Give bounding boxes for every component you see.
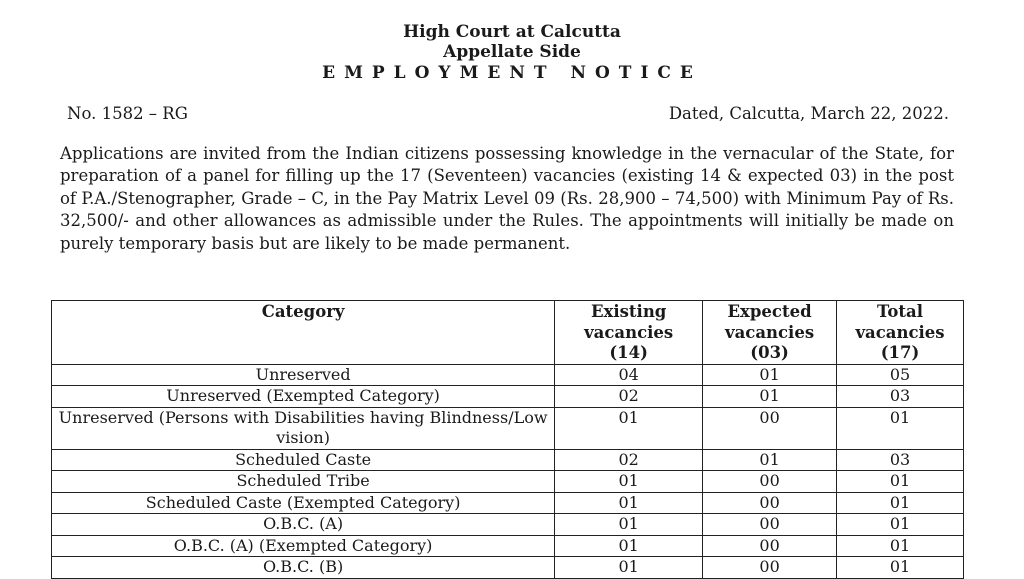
row-total: 01 <box>837 492 964 514</box>
header-total <box>837 301 964 365</box>
row-category: Scheduled Tribe <box>52 471 555 493</box>
row-existing: 01 <box>555 492 703 514</box>
row-total: 01 <box>837 407 964 449</box>
table-row <box>52 535 964 557</box>
row-total: 03 <box>837 449 964 471</box>
header-total-line3: (17) <box>880 343 920 362</box>
table-row <box>52 492 964 514</box>
row-category: Unreserved <box>52 364 555 386</box>
header-expected-line3: (03) <box>750 343 789 362</box>
row-expected: 01 <box>703 364 837 386</box>
row-total: 03 <box>837 386 964 408</box>
row-expected: 00 <box>703 557 837 579</box>
row-category: Scheduled Caste (Exempted Category) <box>52 492 555 514</box>
header-expected-line2: vacancies <box>725 322 815 342</box>
court-name: High Court at Calcutta <box>403 22 621 42</box>
table-row <box>52 449 964 471</box>
table-row <box>52 386 964 408</box>
row-existing: 02 <box>555 386 703 408</box>
header-category: Category <box>52 301 555 365</box>
row-category: O.B.C. (B) <box>52 557 555 579</box>
row-existing: 02 <box>555 449 703 471</box>
row-existing: 01 <box>555 407 703 449</box>
row-existing: 01 <box>555 557 703 579</box>
row-expected: 01 <box>703 449 837 471</box>
notice-header <box>0 22 1024 84</box>
row-expected: 00 <box>703 514 837 536</box>
notice-date: Dated, Calcutta, March 22, 2022. <box>668 104 949 123</box>
row-expected: 00 <box>703 471 837 493</box>
row-existing: 01 <box>555 514 703 536</box>
header-total-line2: vacancies <box>855 322 945 342</box>
table-row <box>52 471 964 493</box>
row-existing: 01 <box>555 535 703 557</box>
table-row <box>52 514 964 536</box>
row-category: O.B.C. (A) (Exempted Category) <box>52 535 555 557</box>
row-total: 01 <box>837 514 964 536</box>
row-category: Unreserved (Persons with Disabilities having Blindness/Low vision) <box>52 407 555 449</box>
row-total: 01 <box>837 471 964 493</box>
header-existing-line1: Existing <box>590 302 667 321</box>
notice-title: EMPLOYMENT NOTICE <box>322 63 702 83</box>
row-expected: 01 <box>703 386 837 408</box>
row-category: Unreserved (Exempted Category) <box>52 386 555 408</box>
row-expected: 00 <box>703 407 837 449</box>
header-expected <box>703 301 837 365</box>
table-row <box>52 364 964 386</box>
row-expected: 00 <box>703 492 837 514</box>
row-category: O.B.C. (A) <box>52 514 555 536</box>
notice-paragraph: Applications are invited from the Indian citizens possessing knowledge in the vernacular of the State, for preparation of a panel for filling up the 17 (Seventeen) vacancies (existing 14 & expected 03) in the post of P.A./Stenographer, Grade – C, in the Pay Matrix Level 09 (Rs. 28,900 – 74,500) with Minimum Pay of Rs. 32,500/- and other allowances as admissible under the Rules. The appointments will initially be made on purely temporary basis but are likely to be made permanent. <box>60 144 954 253</box>
row-total: 05 <box>837 364 964 386</box>
row-total: 01 <box>837 557 964 579</box>
court-side: Appellate Side <box>443 42 581 62</box>
row-existing: 04 <box>555 364 703 386</box>
table-row <box>52 407 964 449</box>
header-existing-line2: vacancies <box>584 322 674 342</box>
row-existing: 01 <box>555 471 703 493</box>
table-row <box>52 557 964 579</box>
table-header-row <box>52 301 964 365</box>
vacancy-table <box>51 300 964 579</box>
row-expected: 00 <box>703 535 837 557</box>
header-expected-line1: Expected <box>727 302 812 321</box>
row-category: Scheduled Caste <box>52 449 555 471</box>
reference-number: No. 1582 – RG <box>67 104 188 123</box>
header-existing-line3: (14) <box>609 343 648 362</box>
header-total-line1: Total <box>877 302 923 321</box>
header-existing <box>555 301 703 365</box>
row-total: 01 <box>837 535 964 557</box>
